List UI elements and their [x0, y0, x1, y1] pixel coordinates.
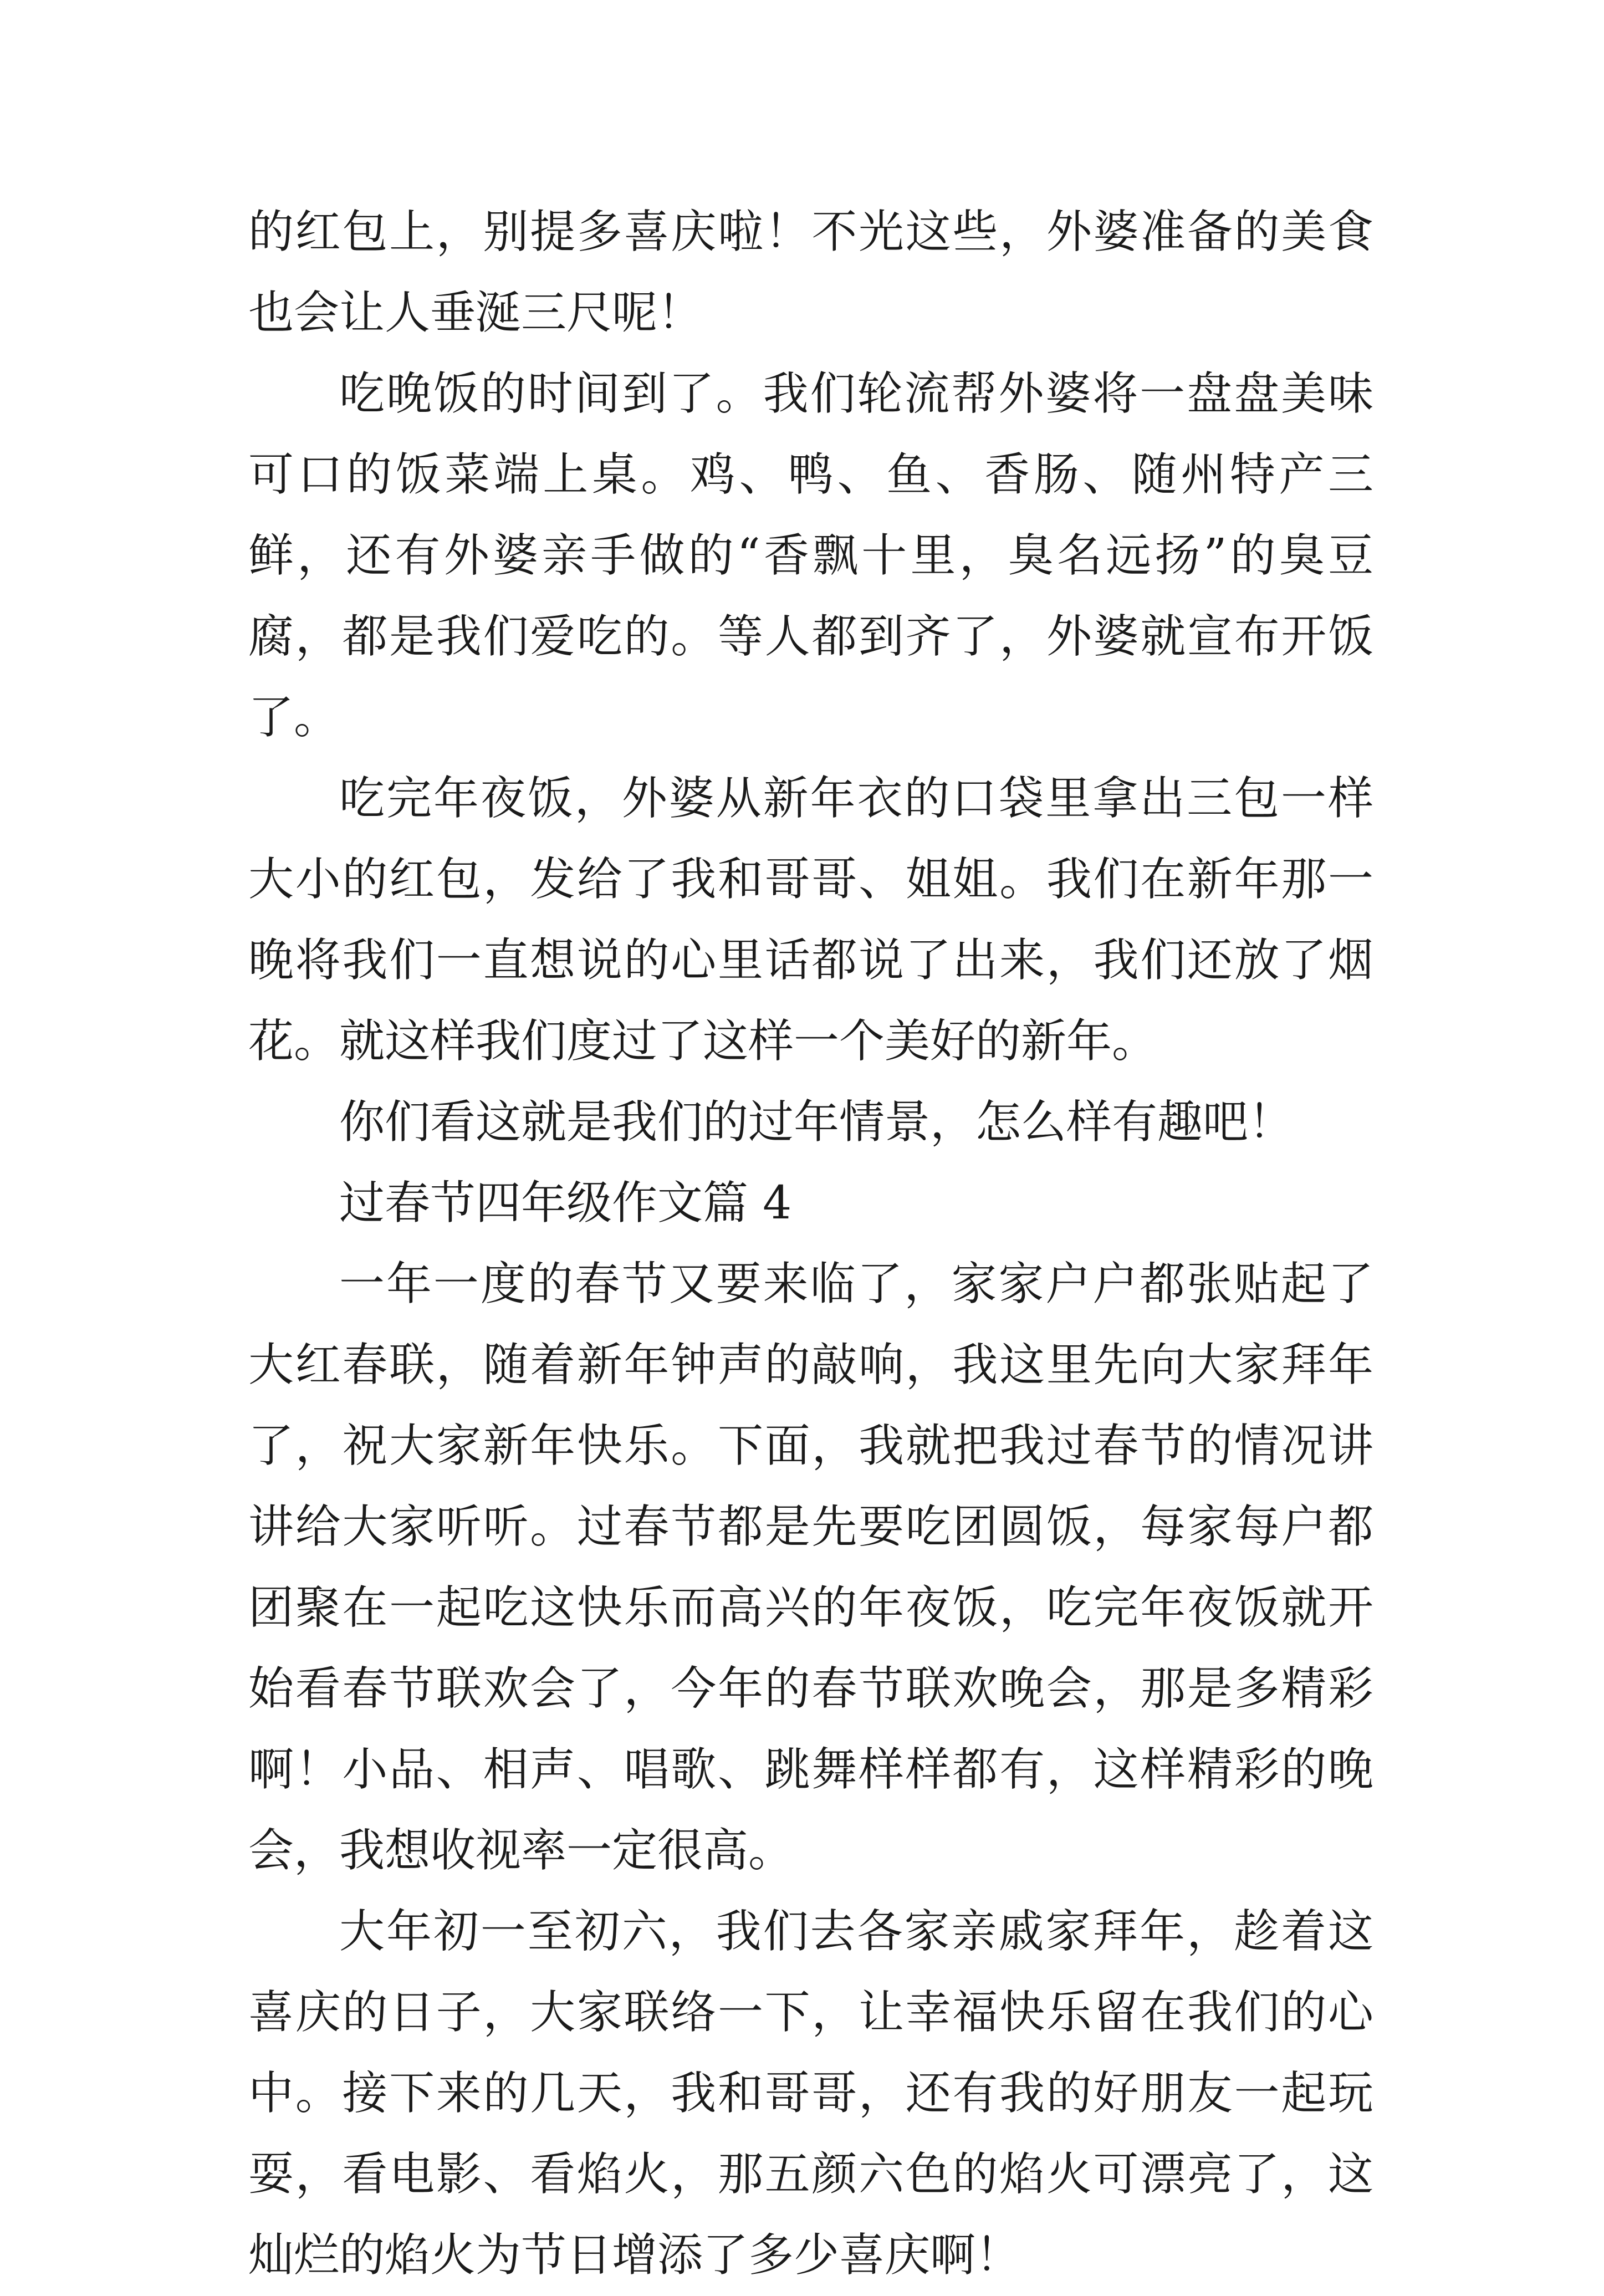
- paragraph-spring-festival: 一年一度的春节又要来临了，家家户户都张贴起了大红春联，随着新年钟声的敲响，我这里先向大家拜年了，祝大家新年快乐。下面，我就把我过春节的情况讲讲给大家听听。过春节都是先要吃团圆饭，每家每户都团聚在一起吃这快乐而高兴的年夜饭，吃完年夜饭就开始看春节联欢会了，今年的春节联欢晚会，那是多精彩啊！小品、相声、唱歌、跳舞样样都有，这样精彩的晚会，我想收视率一定很高。: [248, 1258, 1373, 1877]
- paragraph-closing: 你们看这就是我们的过年情景，怎么样有趣吧！: [339, 1096, 1294, 1149]
- document-body: [248, 192, 1373, 2296]
- paragraph-dinner: 吃晚饭的时间到了。我们轮流帮外婆将一盘盘美味可口的饭菜端上桌。鸡、鸭、鱼、香肠、随州特产三鲜，还有外婆亲手做的“香飘十里，臭名远扬”的臭豆腐，都是我们爱吃的。等人都到齐了，外婆就宣布开饭了。: [248, 368, 1373, 744]
- paragraph-continued: 的红包上，别提多喜庆啦！不光这些，外婆准备的美食也会让人垂涎三尺呢！: [248, 206, 1373, 339]
- section-heading: 过春节四年级作文篇 4: [339, 1177, 792, 1229]
- paragraph-new-year-visits: 大年初一至初六，我们去各家亲戚家拜年，趁着这喜庆的日子，大家联络一下，让幸福快乐留在我们的心中。接下来的几天，我和哥哥，还有我的好朋友一起玩耍，看电影、看焰火，那五颜六色的焰火可漂亮了，这灿烂的焰火为节日增添了多少喜庆啊！: [248, 1905, 1373, 2282]
- paragraph-red-envelopes: 吃完年夜饭，外婆从新年衣的口袋里拿出三包一样大小的红包，发给了我和哥哥、姐姐。我们在新年那一晚将我们一直想说的心里话都说了出来，我们还放了烟花。就这样我们度过了这样一个美好的新年。: [248, 772, 1373, 1068]
